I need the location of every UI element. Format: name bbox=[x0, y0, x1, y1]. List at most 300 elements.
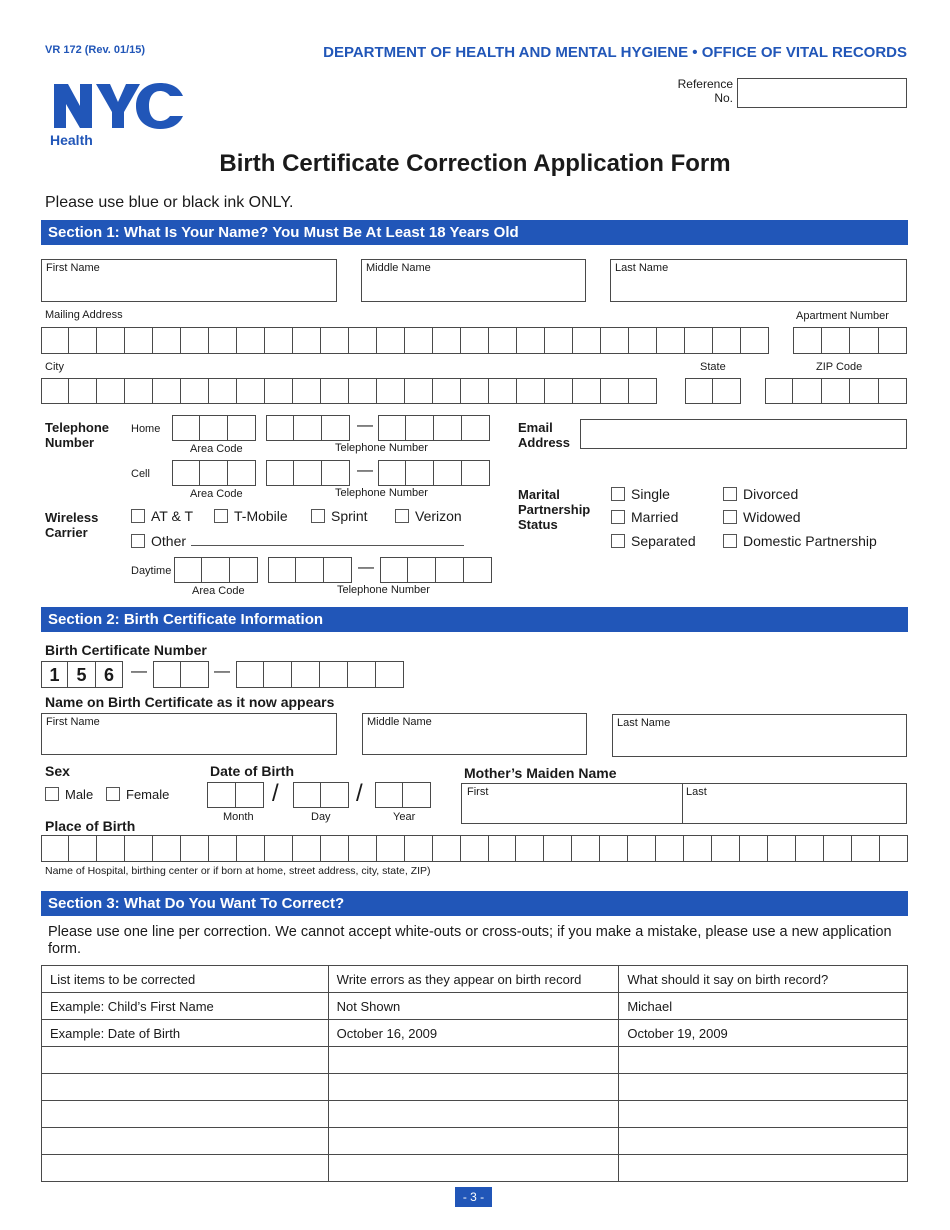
character-cell[interactable] bbox=[97, 327, 125, 354]
marital-widowed-checkbox[interactable] bbox=[723, 510, 737, 524]
sex-male-label: Male bbox=[65, 787, 94, 802]
character-cell[interactable] bbox=[824, 835, 852, 862]
character-cell[interactable] bbox=[265, 835, 293, 862]
reference-label-line1: Reference bbox=[677, 77, 733, 91]
character-cell[interactable] bbox=[181, 327, 209, 354]
sex-male-checkbox[interactable] bbox=[45, 787, 59, 801]
character-cell[interactable] bbox=[489, 327, 517, 354]
character-cell[interactable] bbox=[433, 378, 461, 404]
carrier-other-checkbox[interactable] bbox=[131, 534, 145, 548]
character-cell[interactable] bbox=[405, 327, 433, 354]
character-cell[interactable] bbox=[41, 327, 69, 354]
section1-heading: Section 1: What Is Your Name? You Must Be At Least 18 Years Old bbox=[41, 220, 908, 245]
character-cell[interactable] bbox=[266, 460, 294, 486]
first-name-label: First Name bbox=[46, 262, 100, 274]
character-cell[interactable] bbox=[572, 835, 600, 862]
maiden-name-label: Mother’s Maiden Name bbox=[464, 765, 617, 781]
zip-input[interactable] bbox=[765, 378, 907, 404]
dob-day-input[interactable] bbox=[293, 782, 349, 808]
character-cell[interactable] bbox=[600, 835, 628, 862]
character-cell[interactable] bbox=[601, 327, 629, 354]
character-cell[interactable] bbox=[656, 835, 684, 862]
dob-slash-1: / bbox=[272, 780, 279, 807]
character-cell[interactable] bbox=[712, 835, 740, 862]
character-cell[interactable] bbox=[237, 835, 265, 862]
character-cell[interactable] bbox=[765, 378, 793, 404]
table-cell: Example: Child’s First Name bbox=[42, 993, 329, 1020]
column-header: List items to be corrected bbox=[42, 966, 329, 993]
section2-heading: Section 2: Birth Certificate Information bbox=[41, 607, 908, 632]
cell-phone-prefix-input[interactable] bbox=[266, 460, 350, 486]
carrier-att-checkbox[interactable] bbox=[131, 509, 145, 523]
table-row[interactable] bbox=[42, 1128, 908, 1155]
department-title: DEPARTMENT OF HEALTH AND MENTAL HYGIENE • OFFICE OF VITAL RECORDS bbox=[323, 44, 907, 61]
character-cell[interactable] bbox=[850, 378, 878, 404]
carrier-other-label: Other bbox=[151, 533, 187, 549]
character-cell[interactable] bbox=[685, 327, 713, 354]
marital-single-checkbox[interactable] bbox=[611, 487, 625, 501]
dob-slash-2: / bbox=[356, 780, 363, 807]
table-row bbox=[42, 1020, 908, 1047]
character-cell[interactable] bbox=[464, 557, 492, 583]
character-cell[interactable] bbox=[436, 557, 464, 583]
state-input[interactable] bbox=[685, 378, 741, 404]
character-cell[interactable] bbox=[264, 661, 292, 688]
character-cell[interactable] bbox=[434, 460, 462, 486]
character-cell[interactable] bbox=[516, 835, 544, 862]
cell-label: Cell bbox=[131, 468, 150, 480]
place-of-birth-label: Place of Birth bbox=[45, 818, 136, 834]
character-cell[interactable] bbox=[406, 415, 434, 441]
character-cell[interactable] bbox=[879, 378, 907, 404]
table-cell[interactable] bbox=[42, 1128, 329, 1155]
last-name-field[interactable] bbox=[610, 259, 907, 302]
table-cell[interactable] bbox=[328, 1074, 619, 1101]
character-cell[interactable] bbox=[153, 378, 181, 404]
marital-status-label bbox=[518, 487, 590, 532]
city-label: City bbox=[45, 361, 64, 373]
daytime-area-code-input[interactable] bbox=[174, 557, 258, 583]
character-cell[interactable] bbox=[153, 327, 181, 354]
table-cell: Example: Date of Birth bbox=[42, 1020, 329, 1047]
character-cell[interactable] bbox=[601, 378, 629, 404]
character-cell[interactable] bbox=[544, 835, 572, 862]
reference-label bbox=[660, 77, 733, 105]
maiden-name-field[interactable] bbox=[461, 783, 907, 824]
middle-name-field[interactable] bbox=[361, 259, 586, 302]
carrier-verizon-option[interactable] bbox=[395, 508, 462, 524]
city-input[interactable] bbox=[41, 378, 657, 404]
character-cell[interactable] bbox=[125, 835, 153, 862]
middle-name-label: Middle Name bbox=[366, 262, 431, 274]
state-label: State bbox=[700, 361, 726, 373]
character-cell[interactable] bbox=[320, 661, 348, 688]
maiden-divider bbox=[682, 784, 683, 823]
dob-label: Date of Birth bbox=[210, 763, 294, 779]
email-input[interactable] bbox=[580, 419, 907, 449]
sex-male-option[interactable] bbox=[45, 787, 93, 802]
character-cell[interactable] bbox=[517, 327, 545, 354]
dob-day-label: Day bbox=[311, 811, 331, 823]
character-cell[interactable] bbox=[293, 327, 321, 354]
character-cell[interactable] bbox=[380, 557, 408, 583]
wireless-carrier-label bbox=[45, 510, 98, 540]
character-cell[interactable] bbox=[293, 835, 321, 862]
character-cell[interactable] bbox=[125, 378, 153, 404]
character-cell[interactable] bbox=[324, 557, 352, 583]
daytime-phone-prefix-input[interactable] bbox=[268, 557, 352, 583]
sex-female-label: Female bbox=[126, 787, 170, 802]
character-cell[interactable] bbox=[153, 835, 181, 862]
table-cell[interactable] bbox=[619, 1047, 908, 1074]
character-cell[interactable] bbox=[294, 460, 322, 486]
character-cell[interactable] bbox=[378, 460, 406, 486]
maiden-last-label: Last bbox=[686, 786, 707, 798]
character-cell[interactable] bbox=[573, 327, 601, 354]
marital-widowed-label: Widowed bbox=[743, 509, 801, 525]
marital-domestic-partnership-option[interactable] bbox=[723, 533, 877, 549]
character-cell[interactable] bbox=[265, 327, 293, 354]
daytime-area-code-label: Area Code bbox=[192, 585, 245, 597]
bc-dash-2: — bbox=[214, 663, 230, 680]
character-cell[interactable] bbox=[322, 415, 350, 441]
ink-notice: Please use blue or black ink ONLY. bbox=[45, 194, 294, 211]
cell-phone-line-input[interactable] bbox=[378, 460, 490, 486]
bc-prefix bbox=[41, 661, 123, 688]
table-cell: Not Shown bbox=[328, 993, 619, 1020]
mailing-address-input[interactable] bbox=[41, 327, 769, 354]
corrections-table bbox=[41, 965, 908, 1182]
character-cell[interactable] bbox=[685, 378, 713, 404]
character-cell[interactable] bbox=[822, 327, 851, 354]
character-cell[interactable] bbox=[349, 327, 377, 354]
character-cell[interactable] bbox=[69, 835, 97, 862]
character-cell[interactable] bbox=[793, 378, 821, 404]
home-phone-line-input[interactable] bbox=[378, 415, 490, 441]
character-cell[interactable] bbox=[348, 661, 376, 688]
bc-middle-name-field[interactable] bbox=[362, 713, 587, 755]
character-cell[interactable] bbox=[628, 835, 656, 862]
bc-name-label: Name on Birth Certificate as it now appears bbox=[45, 694, 335, 710]
table-row bbox=[42, 993, 908, 1020]
bc-prefix-digit-1: 1 bbox=[41, 661, 68, 688]
table-cell[interactable] bbox=[42, 1101, 329, 1128]
telephone-label-line1: Telephone bbox=[45, 420, 110, 435]
place-of-birth-input[interactable] bbox=[41, 835, 908, 862]
character-cell[interactable] bbox=[629, 327, 657, 354]
character-cell[interactable] bbox=[296, 557, 324, 583]
table-row[interactable] bbox=[42, 1155, 908, 1182]
email-label-line1: Email bbox=[518, 420, 553, 435]
logo-subtitle: Health bbox=[50, 132, 93, 148]
character-cell[interactable] bbox=[321, 835, 349, 862]
character-cell[interactable] bbox=[461, 327, 489, 354]
character-cell[interactable] bbox=[768, 835, 796, 862]
bc-end-input[interactable] bbox=[236, 661, 404, 688]
character-cell[interactable] bbox=[852, 835, 880, 862]
home-area-code-input[interactable] bbox=[172, 415, 256, 441]
apartment-number-input[interactable] bbox=[793, 327, 907, 354]
section3-heading: Section 3: What Do You Want To Correct? bbox=[41, 891, 908, 916]
place-of-birth-hint: Name of Hospital, birthing center or if born at home, street address, city, state, ZIP) bbox=[45, 865, 431, 877]
marital-single-option[interactable] bbox=[611, 486, 670, 502]
character-cell[interactable] bbox=[97, 835, 125, 862]
character-cell[interactable] bbox=[181, 835, 209, 862]
character-cell[interactable] bbox=[657, 327, 685, 354]
marital-divorced-checkbox[interactable] bbox=[723, 487, 737, 501]
character-cell[interactable] bbox=[125, 327, 153, 354]
character-cell[interactable] bbox=[322, 460, 350, 486]
character-cell[interactable] bbox=[321, 327, 349, 354]
character-cell[interactable] bbox=[461, 835, 489, 862]
character-cell[interactable] bbox=[573, 378, 601, 404]
carrier-verizon-label: Verizon bbox=[415, 508, 462, 524]
carrier-sprint-option[interactable] bbox=[311, 508, 368, 524]
carrier-tmobile-label: T-Mobile bbox=[234, 508, 288, 524]
character-cell[interactable] bbox=[349, 378, 377, 404]
character-cell[interactable] bbox=[200, 460, 228, 486]
home-phone-prefix-input[interactable] bbox=[266, 415, 350, 441]
table-cell[interactable] bbox=[42, 1047, 329, 1074]
table-cell[interactable] bbox=[328, 1128, 619, 1155]
table-cell[interactable] bbox=[619, 1074, 908, 1101]
carrier-att-label: AT & T bbox=[151, 508, 194, 524]
character-cell[interactable] bbox=[850, 327, 879, 354]
cell-area-code-input[interactable] bbox=[172, 460, 256, 486]
character-cell[interactable] bbox=[209, 835, 237, 862]
marital-single-label: Single bbox=[631, 486, 670, 502]
character-cell[interactable] bbox=[377, 327, 405, 354]
character-cell[interactable] bbox=[268, 557, 296, 583]
marital-separated-checkbox[interactable] bbox=[611, 534, 625, 548]
character-cell[interactable] bbox=[489, 378, 517, 404]
carrier-sprint-label: Sprint bbox=[331, 508, 368, 524]
bc-first-name-field[interactable] bbox=[41, 713, 337, 755]
table-row[interactable] bbox=[42, 1074, 908, 1101]
character-cell[interactable] bbox=[97, 378, 125, 404]
character-cell[interactable] bbox=[69, 378, 97, 404]
character-cell[interactable] bbox=[321, 378, 349, 404]
daytime-phone-line-input[interactable] bbox=[380, 557, 492, 583]
dob-month-input[interactable] bbox=[207, 782, 264, 808]
column-header: Write errors as they appear on birth record bbox=[328, 966, 619, 993]
character-cell[interactable] bbox=[153, 661, 181, 688]
character-cell[interactable] bbox=[236, 661, 264, 688]
character-cell[interactable] bbox=[237, 327, 265, 354]
zip-label: ZIP Code bbox=[816, 361, 863, 373]
character-cell[interactable] bbox=[41, 835, 69, 862]
table-row[interactable] bbox=[42, 1101, 908, 1128]
character-cell[interactable] bbox=[793, 327, 822, 354]
character-cell[interactable] bbox=[376, 661, 404, 688]
reference-number-input[interactable] bbox=[737, 78, 907, 108]
character-cell[interactable] bbox=[174, 557, 202, 583]
character-cell[interactable] bbox=[406, 460, 434, 486]
cell-telephone-number-label: Telephone Number bbox=[335, 487, 428, 499]
character-cell[interactable] bbox=[293, 378, 321, 404]
table-cell: October 16, 2009 bbox=[328, 1020, 619, 1047]
table-cell[interactable] bbox=[42, 1074, 329, 1101]
character-cell[interactable] bbox=[181, 378, 209, 404]
carrier-tmobile-option[interactable] bbox=[214, 508, 288, 524]
character-cell[interactable] bbox=[209, 327, 237, 354]
bc-prefix-digit-2: 5 bbox=[68, 661, 96, 688]
character-cell[interactable] bbox=[462, 460, 490, 486]
table-cell[interactable] bbox=[42, 1155, 329, 1182]
table-row[interactable] bbox=[42, 1047, 908, 1074]
character-cell[interactable] bbox=[713, 327, 741, 354]
table-cell: October 19, 2009 bbox=[619, 1020, 908, 1047]
marital-domestic-partnership-label: Domestic Partnership bbox=[743, 533, 877, 549]
character-cell[interactable] bbox=[237, 378, 265, 404]
page-number: - 3 - bbox=[455, 1187, 492, 1207]
character-cell[interactable] bbox=[629, 378, 657, 404]
dob-month-label: Month bbox=[223, 811, 254, 823]
character-cell[interactable] bbox=[433, 835, 461, 862]
character-cell[interactable] bbox=[489, 835, 517, 862]
character-cell[interactable] bbox=[69, 327, 97, 354]
marital-label-line3: Status bbox=[518, 517, 558, 532]
form-code: VR 172 (Rev. 01/15) bbox=[45, 44, 146, 56]
bc-last-name-label: Last Name bbox=[617, 717, 671, 729]
character-cell[interactable] bbox=[461, 378, 489, 404]
apartment-number-label: Apartment Number bbox=[796, 310, 889, 322]
character-cell[interactable] bbox=[796, 835, 824, 862]
table-cell[interactable] bbox=[619, 1155, 908, 1182]
mailing-address-label: Mailing Address bbox=[45, 309, 123, 321]
marital-domestic-partnership-checkbox[interactable] bbox=[723, 534, 737, 548]
character-cell[interactable] bbox=[517, 378, 545, 404]
character-cell[interactable] bbox=[822, 378, 850, 404]
corrections-header-row bbox=[42, 966, 908, 993]
carrier-att-option[interactable] bbox=[131, 508, 193, 524]
character-cell[interactable] bbox=[228, 460, 256, 486]
character-cell[interactable] bbox=[209, 378, 237, 404]
sex-female-option[interactable] bbox=[106, 787, 169, 802]
sex-female-checkbox[interactable] bbox=[106, 787, 120, 801]
character-cell[interactable] bbox=[879, 327, 908, 354]
character-cell[interactable] bbox=[294, 415, 322, 441]
marital-separated-option[interactable] bbox=[611, 533, 696, 549]
dob-year-input[interactable] bbox=[375, 782, 431, 808]
table-cell[interactable] bbox=[619, 1128, 908, 1155]
home-phone-dash: — bbox=[357, 417, 373, 434]
character-cell[interactable] bbox=[172, 460, 200, 486]
table-cell[interactable] bbox=[328, 1047, 619, 1074]
home-telephone-number-label: Telephone Number bbox=[335, 442, 428, 454]
marital-separated-label: Separated bbox=[631, 533, 696, 549]
character-cell[interactable] bbox=[713, 378, 741, 404]
wireless-label-line2: Carrier bbox=[45, 525, 88, 540]
marital-label-line1: Marital bbox=[518, 487, 560, 502]
nyc-logo bbox=[50, 82, 186, 130]
character-cell[interactable] bbox=[266, 415, 294, 441]
marital-divorced-option[interactable] bbox=[723, 486, 798, 502]
reference-label-line2: No. bbox=[714, 91, 733, 105]
bc-last-name-field[interactable] bbox=[612, 714, 907, 757]
telephone-label bbox=[45, 420, 109, 450]
table-cell: Michael bbox=[619, 993, 908, 1020]
marital-married-checkbox[interactable] bbox=[611, 510, 625, 524]
character-cell[interactable] bbox=[740, 835, 768, 862]
table-cell[interactable] bbox=[619, 1101, 908, 1128]
first-name-field[interactable] bbox=[41, 259, 337, 302]
character-cell[interactable] bbox=[292, 661, 320, 688]
marital-widowed-option[interactable] bbox=[723, 509, 801, 525]
character-cell[interactable] bbox=[408, 557, 436, 583]
bc-middle-name-label: Middle Name bbox=[367, 716, 432, 728]
home-label: Home bbox=[131, 423, 161, 435]
bc-dash-1: — bbox=[131, 663, 147, 680]
carrier-sprint-checkbox[interactable] bbox=[311, 509, 325, 523]
character-cell[interactable] bbox=[434, 415, 462, 441]
carrier-tmobile-checkbox[interactable] bbox=[214, 509, 228, 523]
section3-instructions: Please use one line per correction. We cannot accept white-outs or cross-outs; if you make a mistake, please use a new application form. bbox=[48, 924, 892, 957]
character-cell[interactable] bbox=[545, 378, 573, 404]
table-cell[interactable] bbox=[328, 1101, 619, 1128]
character-cell[interactable] bbox=[378, 415, 406, 441]
character-cell[interactable] bbox=[181, 661, 209, 688]
character-cell[interactable] bbox=[265, 378, 293, 404]
email-label bbox=[518, 420, 570, 450]
daytime-label: Daytime bbox=[131, 565, 172, 577]
character-cell[interactable] bbox=[228, 415, 256, 441]
email-label-line2: Address bbox=[518, 435, 571, 450]
character-cell[interactable] bbox=[377, 378, 405, 404]
character-cell[interactable] bbox=[741, 327, 769, 354]
character-cell[interactable] bbox=[377, 835, 405, 862]
maiden-first-label: First bbox=[467, 786, 489, 798]
page-title: Birth Certificate Correction Application Form bbox=[219, 150, 731, 177]
marital-label-line2: Partnership bbox=[518, 502, 591, 517]
character-cell[interactable] bbox=[405, 835, 433, 862]
character-cell[interactable] bbox=[41, 378, 69, 404]
carrier-verizon-checkbox[interactable] bbox=[395, 509, 409, 523]
column-header: What should it say on birth record? bbox=[619, 966, 908, 993]
sex-label: Sex bbox=[45, 763, 70, 779]
cell-phone-dash: — bbox=[357, 462, 373, 479]
bc-first-name-label: First Name bbox=[46, 716, 100, 728]
marital-divorced-label: Divorced bbox=[743, 486, 799, 502]
character-cell[interactable] bbox=[545, 327, 573, 354]
daytime-telephone-number-label: Telephone Number bbox=[337, 584, 430, 596]
daytime-phone-dash: — bbox=[358, 559, 374, 576]
character-cell[interactable] bbox=[462, 415, 490, 441]
character-cell[interactable] bbox=[684, 835, 712, 862]
last-name-label: Last Name bbox=[615, 262, 669, 274]
wireless-label-line1: Wireless bbox=[45, 510, 99, 525]
character-cell[interactable] bbox=[349, 835, 377, 862]
character-cell[interactable] bbox=[200, 415, 228, 441]
character-cell[interactable] bbox=[433, 327, 461, 354]
character-cell[interactable] bbox=[880, 835, 908, 862]
character-cell[interactable] bbox=[172, 415, 200, 441]
bc-middle-input[interactable] bbox=[153, 661, 209, 688]
character-cell[interactable] bbox=[202, 557, 230, 583]
carrier-other-option[interactable] bbox=[131, 533, 186, 549]
marital-married-option[interactable] bbox=[611, 509, 678, 525]
cell-area-code-label: Area Code bbox=[190, 488, 243, 500]
character-cell[interactable] bbox=[405, 378, 433, 404]
character-cell[interactable] bbox=[230, 557, 258, 583]
bc-number-label: Birth Certificate Number bbox=[45, 642, 207, 658]
carrier-other-line[interactable] bbox=[191, 545, 464, 546]
telephone-label-line2: Number bbox=[45, 435, 95, 450]
bc-prefix-digit-3: 6 bbox=[96, 661, 123, 688]
table-cell[interactable] bbox=[328, 1155, 619, 1182]
home-area-code-label: Area Code bbox=[190, 443, 243, 455]
dob-year-label: Year bbox=[393, 811, 416, 823]
